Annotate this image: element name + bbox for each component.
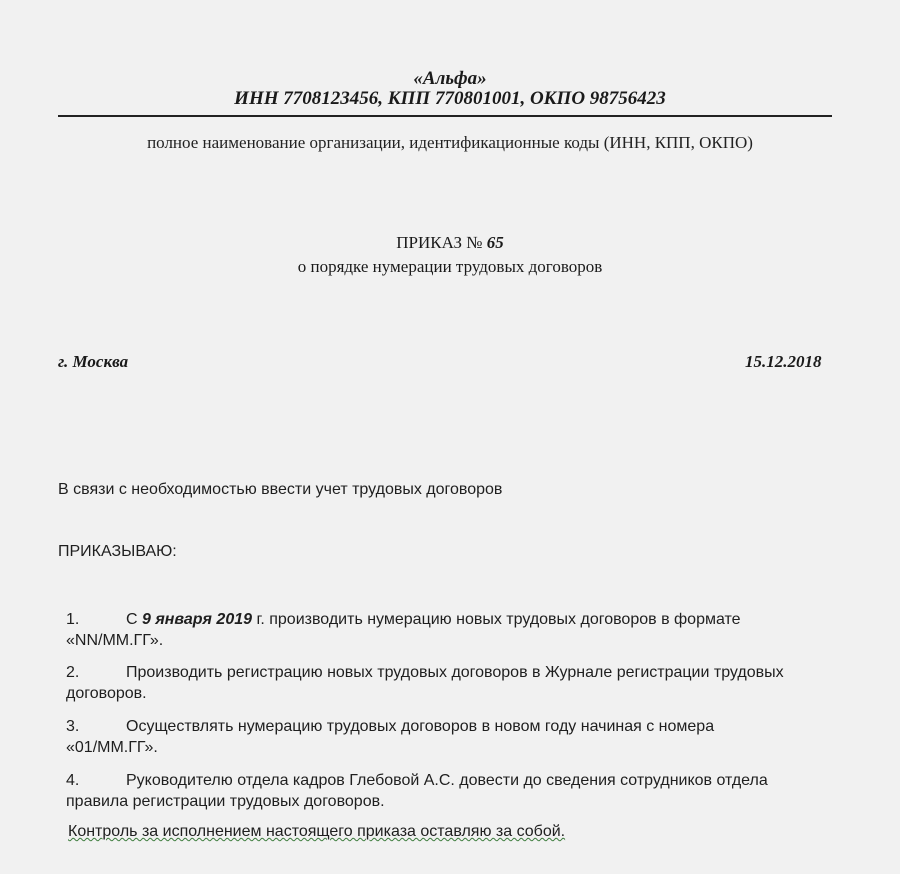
order-number: 65 [486, 233, 504, 252]
order-date: 15.12.2018 [745, 352, 822, 371]
item-text-rest: г. производить нумерацию новых трудовых договоров в формате [252, 611, 741, 628]
list-item [58, 662, 848, 706]
intro-text: В связи с необходимостью ввести учет трудовых договоров [58, 481, 503, 498]
order-title-prefix: ПРИКАЗ № [396, 233, 487, 252]
decree-heading: ПРИКАЗЫВАЮ: [58, 543, 177, 560]
item-number: 2. [66, 664, 80, 681]
organization-codes: ИНН 7708123456, КПП 770801001, ОКПО 98756423 [234, 88, 666, 109]
item-text-continuation: договоров. [66, 685, 147, 702]
organization-name: «Альфа» [413, 68, 487, 89]
city: г. Москва [58, 352, 129, 371]
item-text: Осуществлять нумерацию трудовых договоров в новом году начиная с номера [126, 718, 715, 735]
list-item [58, 716, 848, 760]
item-start-date: 9 января 2019 [142, 611, 253, 628]
item-text-continuation: «NN/ММ.ГГ». [66, 632, 164, 649]
list-item [58, 609, 848, 653]
list-item [58, 770, 848, 814]
header-caption: полное наименование организации, идентификационные коды (ИНН, КПП, ОКПО) [147, 133, 753, 152]
item-number: 1. [66, 611, 80, 628]
item-text: Производить регистрацию новых трудовых договоров в Журнале регистрации трудовых [126, 664, 784, 681]
item-text: Руководителю отдела кадров Глебовой А.С. довести до сведения сотрудников отдела [126, 772, 768, 789]
item-text-continuation: «01/ММ.ГГ». [66, 739, 158, 756]
item-number: 3. [66, 718, 80, 735]
header-rule [58, 115, 832, 117]
item-number: 4. [66, 772, 80, 789]
item-text-continuation: правила регистрации трудовых договоров. [66, 793, 385, 810]
order-subject: о порядке нумерации трудовых договоров [297, 257, 603, 276]
item-text-start: С [126, 611, 142, 628]
item-text [126, 609, 851, 630]
control-statement: Контроль за исполнением настоящего приказа оставляю за собой. [68, 823, 566, 840]
order-title [0, 233, 900, 253]
